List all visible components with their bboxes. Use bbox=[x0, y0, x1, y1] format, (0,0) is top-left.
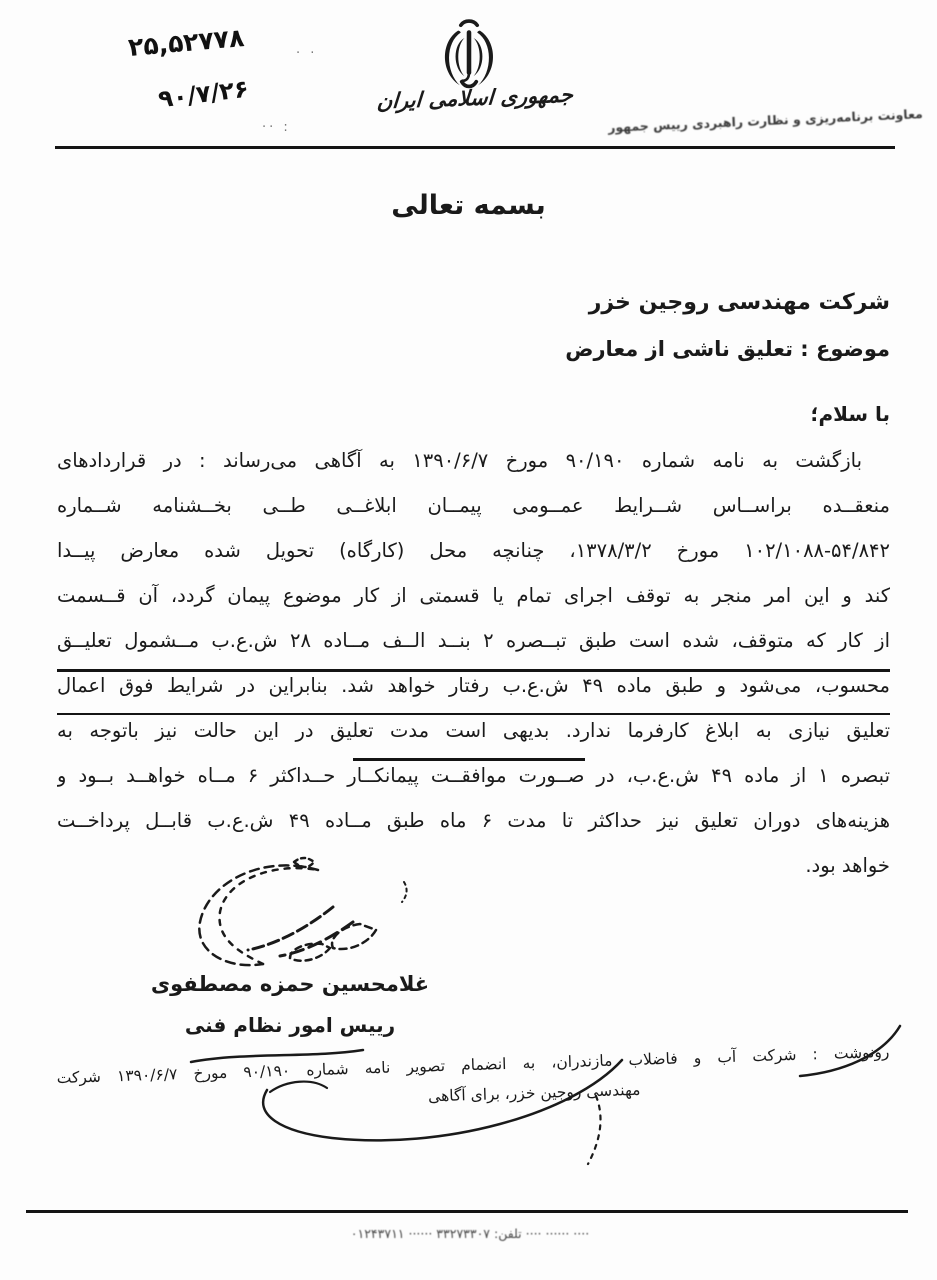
underline-rule bbox=[57, 713, 890, 715]
body-line: بازگشت به نامه شماره ۹۰/۱۹۰ مورخ ۱۳۹۰/۶/۷ به آگاهی می‌رساند : در قراردادهای bbox=[57, 449, 862, 472]
footer-address: ···· ······ ···· تلفن: ۳۳۲۷۳۳۰۷ ······ ۰۱۲۴۳۷۱۱ bbox=[350, 1226, 590, 1241]
subject-line: موضوع : تعلیق ناشی از معارض bbox=[565, 337, 890, 361]
underline-rule bbox=[353, 758, 585, 761]
body-paragraph bbox=[57, 438, 890, 888]
header-rule bbox=[55, 146, 895, 149]
footer-rule bbox=[26, 1210, 908, 1213]
faded-print-mark: ·· : bbox=[262, 120, 291, 135]
body-line: ۱۰۲/۱۰۸۸-۵۴/۸۴۲ مورخ ۱۳۷۸/۳/۲، چنانچه محل (کارگاه) تحویل شده معارض پیــدا bbox=[57, 539, 890, 562]
besmele-heading: بسمه تعالی bbox=[391, 190, 546, 221]
underline-rule bbox=[57, 669, 890, 672]
body-line: تبصره ۱ از ماده ۴۹ ش.ع.ب، در صــورت موافقــت پیمانکــار حــداکثر ۶ مــاه خواهــد بــود و bbox=[57, 764, 890, 787]
recipient-name: شرکت مهندسی روجین خزر bbox=[588, 290, 890, 315]
country-title: جمهوری اسلامی ایران bbox=[376, 82, 574, 114]
body-line: هزینه‌های دوران تعلیق نیز حداکثر تا مدت ۶ ماه طبق مــاده ۴۹ ش.ع.ب قابــل پرداخــت bbox=[57, 809, 890, 832]
handwritten-date: ۹۰/۷/۲۶ bbox=[156, 74, 251, 114]
body-line: خواهد بود. bbox=[805, 854, 890, 877]
postscript-line: مهندسی روجین خزر، برای آگاهی bbox=[427, 1080, 641, 1106]
salutation: با سلام؛ bbox=[810, 402, 890, 426]
body-line: تعلیق نیازی به ابلاغ کارفرما ندارد. بدیهی است مدت تعلیق در این حالت نیز باتوجه به bbox=[57, 719, 890, 742]
department-title: معاونت برنامه‌ریزی و نظارت راهبردی رییس جمهور bbox=[607, 106, 924, 135]
postscript-line: رونوشت : شرکت آب و فاضلاب مازندران، به انضمام تصویر نامه شماره ۹۰/۱۹۰ مورخ ۱۳۹۰/۶/۷ شرکت bbox=[56, 1042, 890, 1088]
signatory-title: رییس امور نظام فنی bbox=[184, 1013, 396, 1037]
body-line: منعقــده براســاس شــرایط عمــومی پیمــان ابلاغــی طــی بخــشنامه شــماره bbox=[57, 494, 890, 517]
body-line: از کار که متوقف، شده است طبق تبــصره ۲ بنــد الــف مــاده ۲۸ ش.ع.ب مــشمول تعلیــق bbox=[57, 629, 890, 652]
body-line: کند و این امر منجر به توقف اجرای تمام یا قسمتی از کار موضوع پیمان گردد، آن قــسمت bbox=[57, 584, 890, 607]
signature-scribble bbox=[168, 852, 438, 986]
signatory-name: غلامحسین حمزه مصطفوی bbox=[150, 972, 430, 996]
body-line: محسوب، می‌شود و طبق ماده ۴۹ ش.ع.ب رفتار خواهد شد. بنابراین در شرایط فوق اعمال bbox=[57, 674, 890, 697]
faded-print-mark: · · bbox=[296, 46, 318, 61]
handwritten-ref-number: ۲۵,۵۲۷۷۸ bbox=[126, 22, 246, 63]
